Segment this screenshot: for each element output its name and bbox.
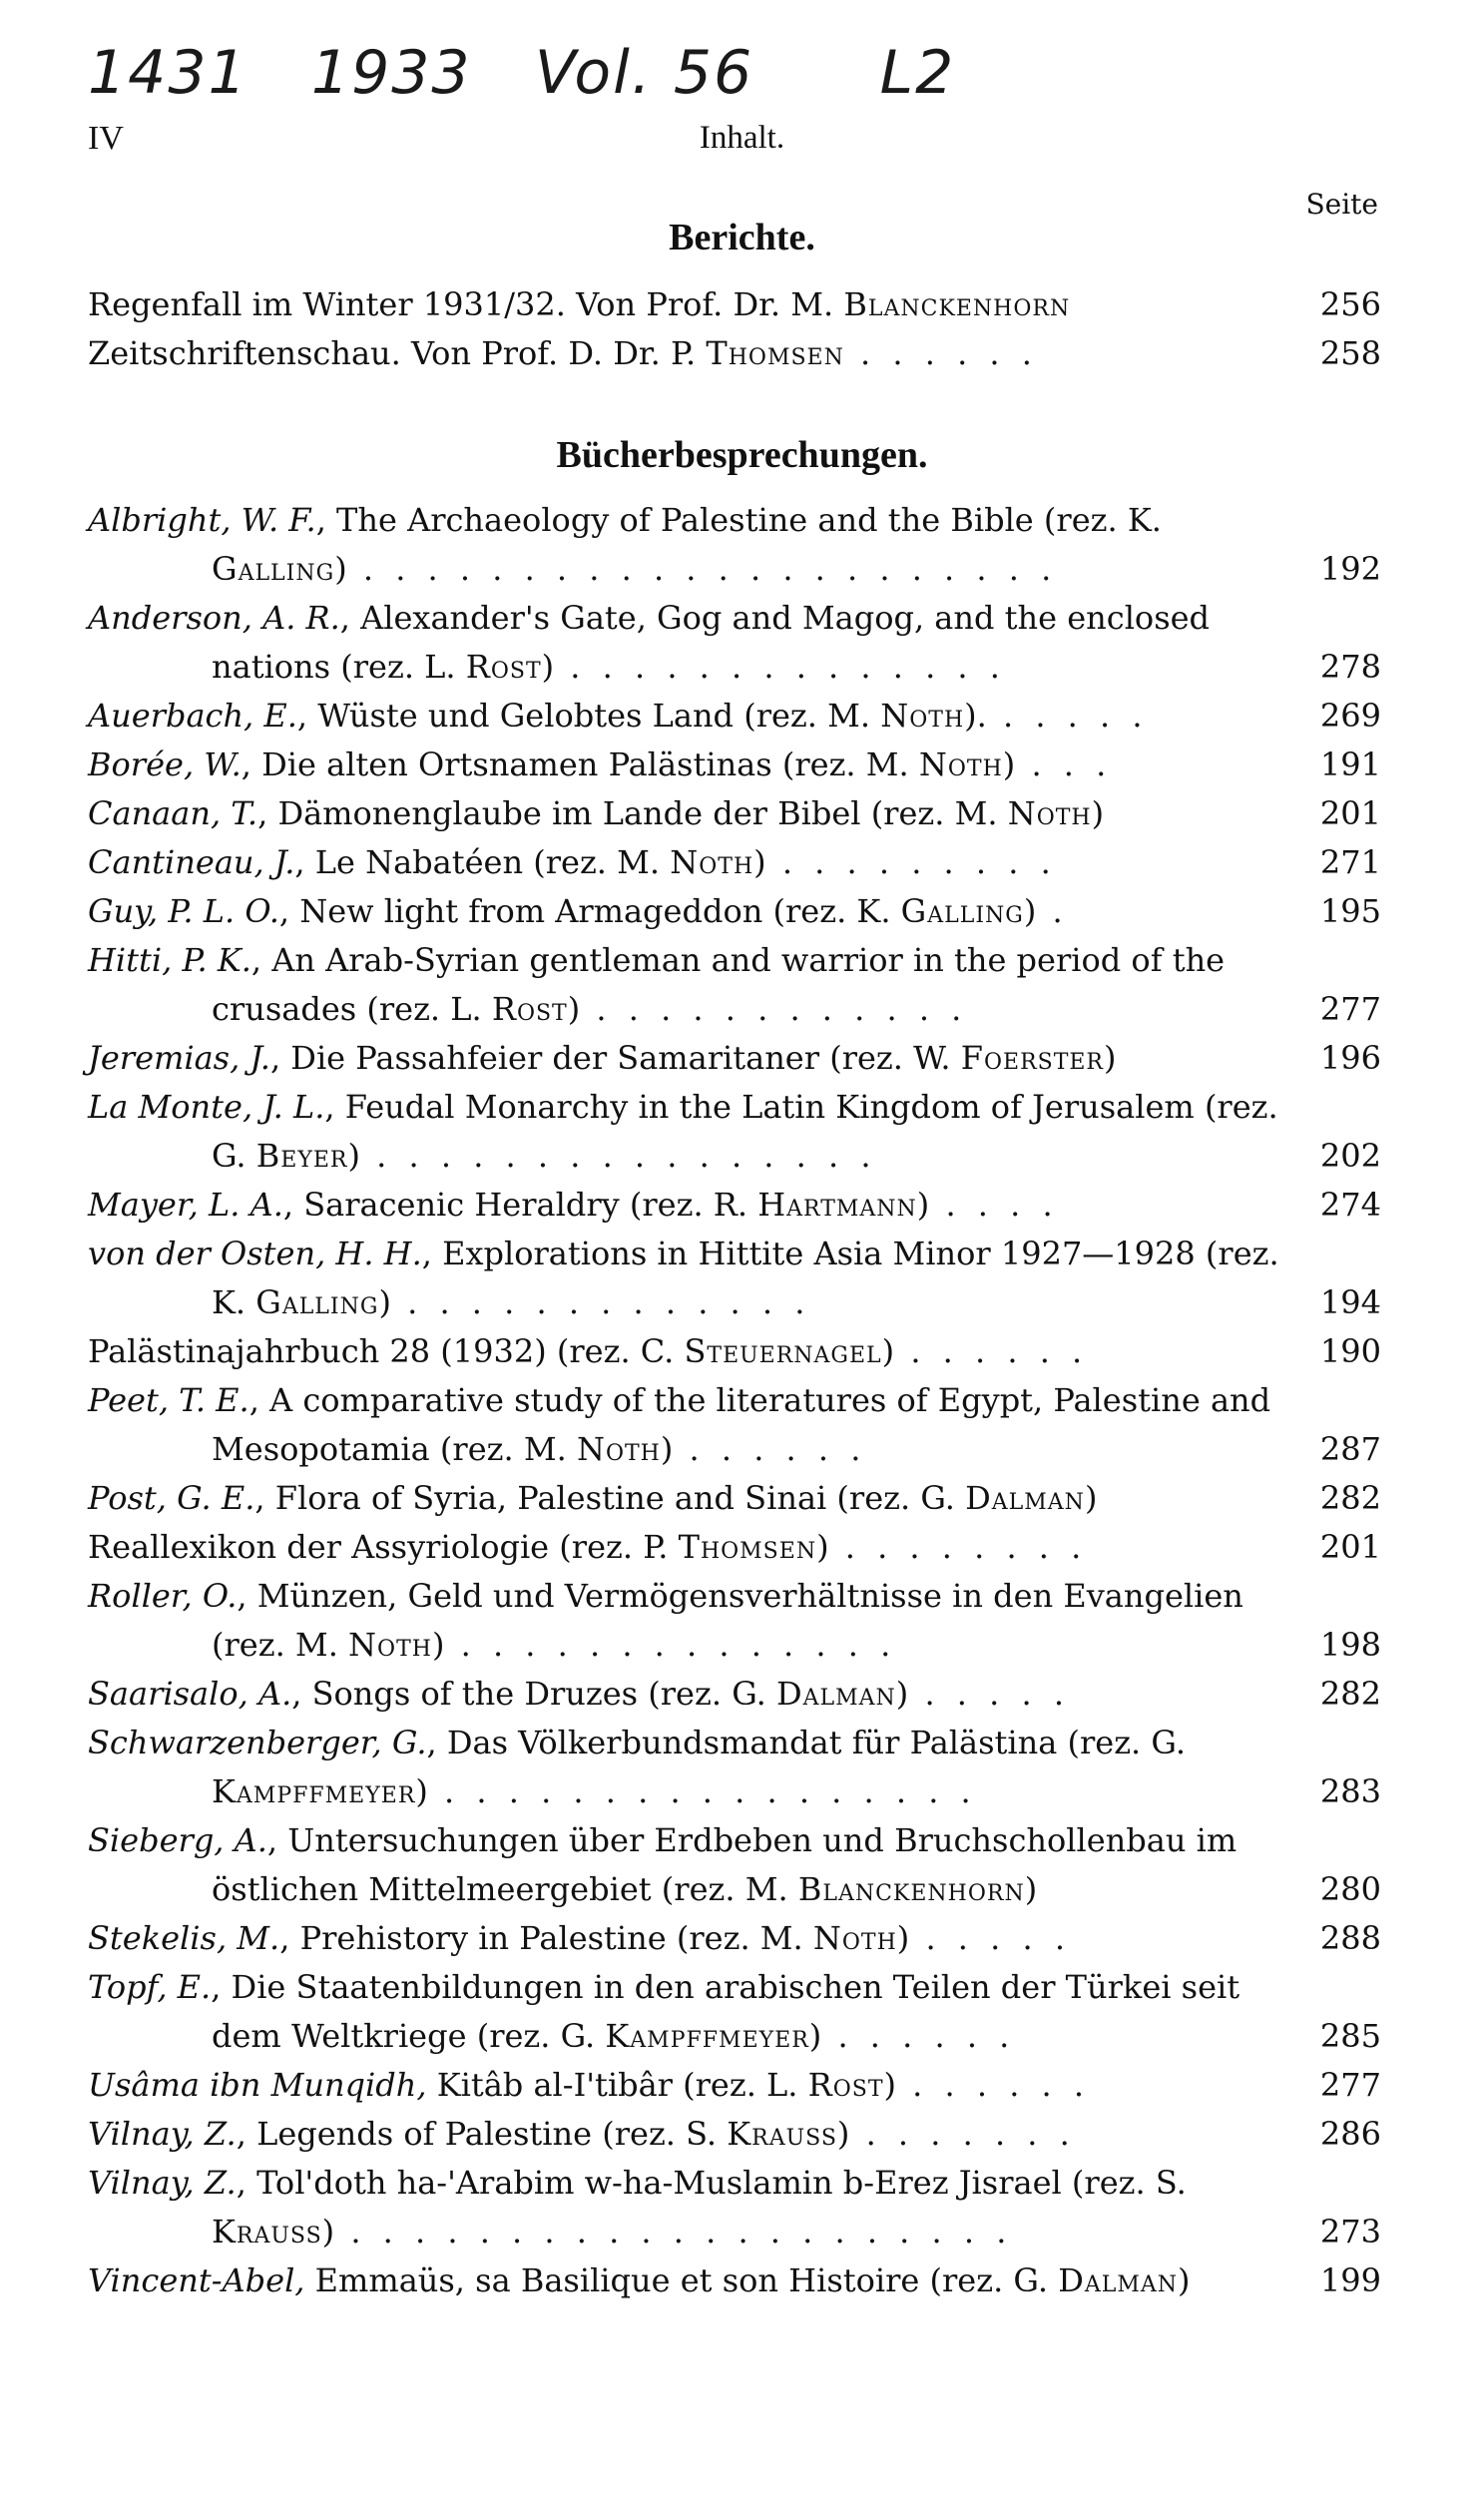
entry-author: Guy, P. L. O. bbox=[88, 892, 279, 930]
list-item bbox=[88, 2256, 1381, 2305]
page-ref: 256 bbox=[1319, 285, 1381, 323]
reviewer-name: Rost bbox=[491, 990, 568, 1028]
list-item bbox=[88, 887, 1381, 936]
list-item bbox=[88, 1181, 1381, 1230]
entry-text: , New light from Armageddon (rez. K. bbox=[278, 892, 901, 930]
page-ref: 258 bbox=[1319, 334, 1381, 372]
section-title-berichte: Berichte. bbox=[669, 217, 815, 258]
leader-dots: . . . . . . . . . . . . bbox=[580, 990, 968, 1028]
leader-dots: . . . . . . . . . bbox=[765, 843, 1057, 881]
entry-author: Cantineau, J. bbox=[88, 843, 295, 881]
entry-text-close: ) bbox=[567, 990, 581, 1028]
page-ref: 201 bbox=[1319, 794, 1381, 832]
seite-label: Seite bbox=[1305, 188, 1378, 221]
reviewer-name: Noth bbox=[576, 1430, 661, 1468]
entry-author: Topf, E. bbox=[88, 1968, 212, 2006]
page-ref: 283 bbox=[1319, 1772, 1381, 1810]
list-item bbox=[88, 936, 1381, 1034]
entry-text-close: ) bbox=[1091, 794, 1105, 832]
leader-dots: . . . . . . . . . . . . . . . . . . . . . bbox=[334, 2213, 1013, 2251]
entry-text-close: ) bbox=[808, 2017, 822, 2055]
entry-text: , Die alten Ortsnamen Palästinas (rez. M. bbox=[241, 746, 919, 783]
entry-text: Reallexikon der Assyriologie (rez. P. bbox=[88, 1528, 679, 1566]
entry-text: , Wüste und Gelobtes Land (rez. M. bbox=[296, 697, 881, 735]
entry-text: Zeitschriftenschau. Von Prof. D. Dr. P. bbox=[88, 334, 707, 372]
leader-dots: . . . . . bbox=[909, 1919, 1071, 1957]
entry-text-close: ) bbox=[378, 1283, 391, 1321]
entry-author: Stekelis, M. bbox=[88, 1919, 280, 1957]
page-ref: 285 bbox=[1319, 2017, 1381, 2055]
entry-author: Anderson, A. R. bbox=[88, 599, 340, 637]
list-item bbox=[88, 2061, 1381, 2110]
page-ref: 201 bbox=[1319, 1528, 1381, 1566]
leader-dots: . . . . . . bbox=[673, 1430, 867, 1468]
entry-author: Borée, W. bbox=[88, 746, 242, 783]
reviewer-name: Noth bbox=[670, 843, 754, 881]
reviewer-name: Krauss bbox=[212, 2213, 322, 2251]
entry-text: , Tol'doth ha-'Arabim w-ha-Muslamin b-Erez Jisrael (rez. S. bbox=[236, 2164, 1187, 2202]
entry-text-close: ) bbox=[660, 1430, 674, 1468]
entry-text-close: ) bbox=[1023, 892, 1037, 930]
entry-text: , Saracenic Heraldry (rez. R. bbox=[282, 1186, 758, 1224]
leader-dots: . . . . . . bbox=[821, 2017, 1016, 2055]
leader-dots: . . . . . . . . . . . . . . bbox=[554, 648, 1006, 686]
leader-dots: . bbox=[1036, 892, 1069, 930]
entry-text: , Flora of Syria, Palestine and Sinai (rez. G. bbox=[254, 1479, 966, 1517]
reviewer-name: Kampffmeyer bbox=[212, 1772, 416, 1810]
entry-text-close: ) bbox=[321, 2213, 335, 2251]
leader-dots: . . . . bbox=[929, 1186, 1059, 1224]
reviewer-name: Noth bbox=[880, 697, 965, 735]
page-ref: 194 bbox=[1319, 1283, 1381, 1321]
entry-text: , Songs of the Druzes (rez. G. bbox=[291, 1675, 776, 1713]
page-ref: 202 bbox=[1319, 1137, 1381, 1175]
list-item bbox=[88, 741, 1381, 789]
leader-dots: . . . . . . . bbox=[849, 2115, 1076, 2153]
entry-text-close: ) bbox=[753, 843, 766, 881]
reviewer-name: Dalman bbox=[965, 1479, 1085, 1517]
leader-dots: . . . . . . . . . . . . . . . . . bbox=[427, 1772, 977, 1810]
list-item bbox=[88, 1670, 1381, 1719]
entry-text: , Feudal Monarchy in the Latin Kingdom of Jerusalem (rez. G. bbox=[212, 1088, 1278, 1175]
entry-text: , Legends of Palestine (rez. S. bbox=[236, 2115, 728, 2153]
entry-text-close: ) bbox=[836, 2115, 850, 2153]
entry-text: , Alexander's Gate, Gog and Magog, and the enclosed nations (rez. L. bbox=[212, 599, 1211, 686]
list-item bbox=[88, 496, 1381, 594]
running-head: Inhalt. bbox=[699, 120, 785, 156]
reviewer-name: Rost bbox=[465, 648, 542, 686]
reviewer-name: Noth bbox=[812, 1919, 897, 1957]
section-title-buecherbesprechungen: Bücherbesprechungen. bbox=[556, 434, 928, 476]
page-ref: 192 bbox=[1319, 550, 1381, 588]
list-item bbox=[88, 1963, 1381, 2061]
page-ref: 273 bbox=[1319, 2213, 1381, 2251]
entry-author: Sieberg, A. bbox=[88, 1821, 267, 1859]
list-item bbox=[88, 692, 1381, 741]
page-ref: 196 bbox=[1319, 1039, 1381, 1077]
entry-author: Post, G. E. bbox=[88, 1479, 255, 1517]
list-item bbox=[88, 1719, 1381, 1816]
entry-text-close: ) bbox=[431, 1626, 445, 1664]
page-ref: 280 bbox=[1319, 1870, 1381, 1908]
entry-text: , Münzen, Geld und Vermögensverhältnisse in den Evangelien (rez. M. bbox=[212, 1577, 1243, 1664]
entry-author: Vilnay, Z. bbox=[88, 2115, 237, 2153]
entry-text-close: ) bbox=[816, 1528, 829, 1566]
leader-dots: . . . . . . . . . . . . . . bbox=[444, 1626, 897, 1664]
entry-text-close: ) bbox=[895, 1675, 909, 1713]
list-item bbox=[88, 1034, 1381, 1083]
page-ref: 271 bbox=[1319, 843, 1381, 881]
entry-text-close: ). bbox=[964, 697, 987, 735]
entry-author: von der Osten, H. H. bbox=[88, 1235, 422, 1272]
leader-dots: . . . . . . bbox=[843, 334, 1038, 372]
page-ref: 195 bbox=[1319, 892, 1381, 930]
entry-text-close: ) bbox=[1178, 2261, 1191, 2299]
page-ref: 274 bbox=[1319, 1186, 1381, 1224]
entry-text: , An Arab-Syrian gentleman and warrior in the period of the crusades (rez. L. bbox=[212, 941, 1226, 1028]
entry-text-close: ) bbox=[1104, 1039, 1117, 1077]
entry-author: Albright, W. F. bbox=[88, 501, 316, 539]
list-item bbox=[88, 1230, 1381, 1327]
list-item bbox=[88, 1376, 1381, 1474]
reviewer-name: Kampffmeyer bbox=[605, 2017, 809, 2055]
entry-author: Peet, T. E. bbox=[88, 1381, 249, 1419]
list-item bbox=[88, 1327, 1381, 1376]
page-ref: 286 bbox=[1319, 2115, 1381, 2153]
reviewer-name: Noth bbox=[348, 1626, 432, 1664]
entry-text: Emmaüs, sa Basilique et son Histoire (rez. G. bbox=[304, 2261, 1059, 2299]
entry-text: Kitâb al-I'tibâr (rez. L. bbox=[426, 2066, 808, 2104]
leader-dots: . . . . . . . . bbox=[828, 1528, 1088, 1566]
entry-text: , Die Passahfeier der Samaritaner (rez. W. bbox=[269, 1039, 961, 1077]
list-item bbox=[88, 1083, 1381, 1181]
entry-text: , Prehistory in Palestine (rez. M. bbox=[279, 1919, 813, 1957]
entry-text-close: ) bbox=[916, 1186, 930, 1224]
page-number: IV bbox=[88, 120, 124, 157]
leader-dots: . . . . . . . . . . . . . bbox=[390, 1283, 811, 1321]
list-item bbox=[88, 1914, 1381, 1963]
entry-text-close: ) bbox=[415, 1772, 428, 1810]
page-ref: 277 bbox=[1319, 990, 1381, 1028]
list-item bbox=[88, 280, 1381, 329]
entry-author: Vincent-Abel, bbox=[88, 2261, 305, 2299]
entry-author: Usâma ibn Munqidh, bbox=[88, 2066, 427, 2104]
entry-author: Mayer, L. A. bbox=[88, 1186, 283, 1224]
reviewer-name: Krauss bbox=[727, 2115, 837, 2153]
buecherbesprechungen-list bbox=[88, 496, 1381, 2305]
entry-text: , Le Nabatéen (rez. M. bbox=[294, 843, 671, 881]
entry-text-close: ) bbox=[883, 2066, 896, 2104]
page-ref: 199 bbox=[1319, 2261, 1381, 2299]
page-ref: 278 bbox=[1319, 648, 1381, 686]
entry-text: , Untersuchungen über Erdbeben und Bruchschollenbau im östlichen Mittelmeergebiet (rez. M. bbox=[212, 1821, 1237, 1908]
entry-text: , Dämonenglaube im Lande der Bibel (rez. M. bbox=[257, 794, 1008, 832]
page-ref: 287 bbox=[1319, 1430, 1381, 1468]
reviewer-name: Dalman bbox=[1058, 2261, 1179, 2299]
reviewer-name: Blanckenhorn bbox=[797, 1870, 1025, 1908]
reviewer-name: Thomsen bbox=[706, 334, 844, 372]
list-item bbox=[88, 1572, 1381, 1670]
page-ref: 191 bbox=[1319, 746, 1381, 783]
entry-author: Saarisalo, A. bbox=[88, 1675, 292, 1713]
list-item bbox=[88, 838, 1381, 887]
entry-text: , Das Völkerbundsmandat für Palästina (rez. G. bbox=[426, 1724, 1186, 1761]
reviewer-name: Foerster bbox=[960, 1039, 1104, 1077]
list-item bbox=[88, 2110, 1381, 2159]
entry-author: Roller, O. bbox=[88, 1577, 238, 1615]
entry-text-close: ) bbox=[1002, 746, 1016, 783]
leader-dots: . . . . . . bbox=[896, 2066, 1091, 2104]
berichte-list bbox=[88, 280, 1381, 378]
entry-author: Schwarzenberger, G. bbox=[88, 1724, 427, 1761]
list-item bbox=[88, 789, 1381, 838]
list-item bbox=[88, 1523, 1381, 1572]
list-item bbox=[88, 1816, 1381, 1914]
entry-text: , The Archaeology of Palestine and the Bible (rez. K. bbox=[315, 501, 1162, 539]
reviewer-name: Galling bbox=[255, 1283, 379, 1321]
reviewer-name: Hartmann bbox=[757, 1186, 917, 1224]
entry-text: Regenfall im Winter 1931/32. Von Prof. Dr. M. bbox=[88, 285, 844, 323]
leader-dots: . . . . . . bbox=[894, 1332, 1089, 1370]
leader-dots: . . . bbox=[1015, 746, 1113, 783]
reviewer-name: Galling bbox=[900, 892, 1024, 930]
leader-dots: . . . . . bbox=[986, 697, 1149, 735]
list-item bbox=[88, 2159, 1381, 2256]
entry-text: , Explorations in Hittite Asia Minor 1927—1928 (rez. K. bbox=[212, 1235, 1279, 1321]
reviewer-name: Galling bbox=[212, 550, 335, 588]
entry-text: , A comparative study of the literatures of Egypt, Palestine and Mesopotamia (rez. M. bbox=[212, 1381, 1271, 1468]
reviewer-name: Thomsen bbox=[678, 1528, 817, 1566]
page-ref: 277 bbox=[1319, 2066, 1381, 2104]
reviewer-name: Blanckenhorn bbox=[843, 285, 1071, 323]
page-ref: 269 bbox=[1319, 697, 1381, 735]
entry-author: La Monte, J. L. bbox=[88, 1088, 325, 1126]
entry-text-close: ) bbox=[1084, 1479, 1098, 1517]
page-ref: 288 bbox=[1319, 1919, 1381, 1957]
entry-text-close: ) bbox=[541, 648, 555, 686]
page-ref: 190 bbox=[1319, 1332, 1381, 1370]
list-item bbox=[88, 1474, 1381, 1523]
entry-author: Canaan, T. bbox=[88, 794, 258, 832]
reviewer-name: Rost bbox=[807, 2066, 884, 2104]
list-item bbox=[88, 329, 1381, 378]
list-item bbox=[88, 594, 1381, 692]
entry-text-close: ) bbox=[347, 1137, 360, 1175]
reviewer-name: Dalman bbox=[775, 1675, 896, 1713]
entry-text-close: ) bbox=[334, 550, 347, 588]
entry-author: Auerbach, E. bbox=[88, 697, 297, 735]
reviewer-name: Beyer bbox=[255, 1137, 348, 1175]
entry-text-close: ) bbox=[881, 1332, 895, 1370]
reviewer-name: Steuernagel bbox=[684, 1332, 882, 1370]
handwritten-annotation: 1431 1933 Vol. 56 L2 bbox=[88, 38, 956, 108]
leader-dots: . . . . . . . . . . . . . . . . . . . . . . bbox=[346, 550, 1058, 588]
entry-text: , Die Staatenbildungen in den arabischen Teilen der Türkei seit dem Weltkriege (rez. G. bbox=[211, 1968, 1240, 2055]
entry-author: Jeremias, J. bbox=[88, 1039, 270, 1077]
reviewer-name: Noth bbox=[918, 746, 1003, 783]
entry-text-close: ) bbox=[1024, 1870, 1038, 1908]
entry-author: Vilnay, Z. bbox=[88, 2164, 237, 2202]
page-ref: 282 bbox=[1319, 1675, 1381, 1713]
page-ref: 282 bbox=[1319, 1479, 1381, 1517]
reviewer-name: Noth bbox=[1007, 794, 1092, 832]
entry-text-close: ) bbox=[896, 1919, 910, 1957]
leader-dots: . . . . . bbox=[908, 1675, 1070, 1713]
page-ref: 198 bbox=[1319, 1626, 1381, 1664]
leader-dots: . . . . . . . . . . . . . . . . bbox=[359, 1137, 877, 1175]
entry-author: Hitti, P. K. bbox=[88, 941, 251, 979]
entry-text: Palästinajahrbuch 28 (1932) (rez. C. bbox=[88, 1332, 685, 1370]
